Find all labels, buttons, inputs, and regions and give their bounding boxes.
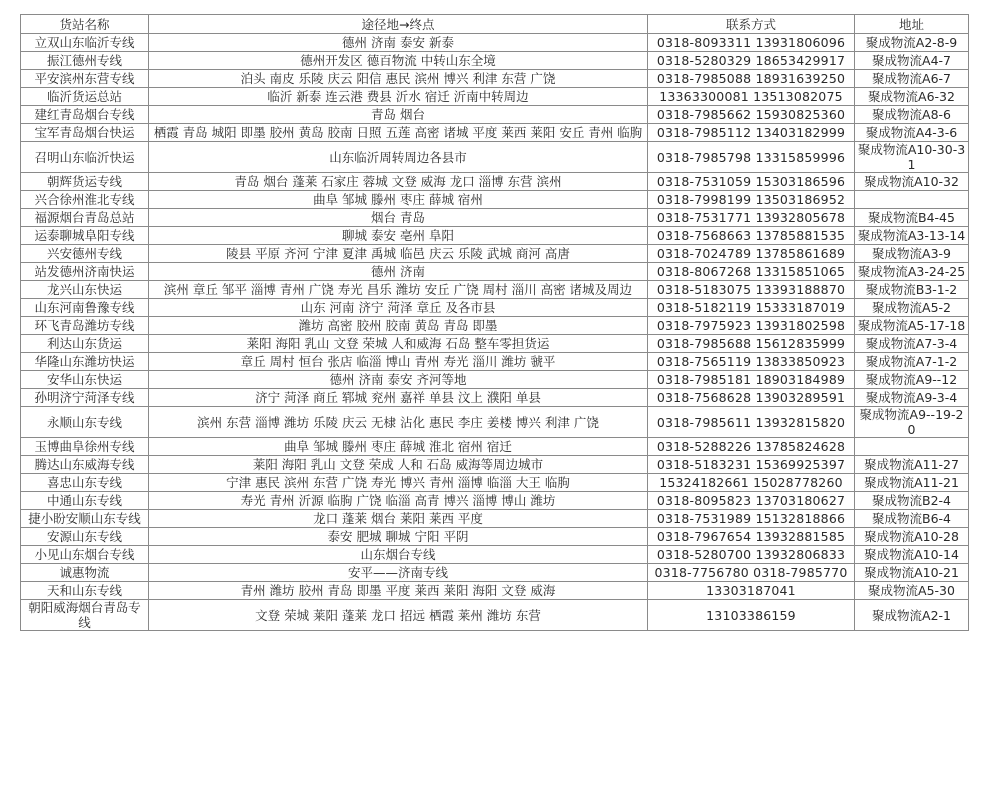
station-name-cell: 建红青岛烟台专线 xyxy=(21,106,149,124)
contact-cell: 0318-8067268 13315851065 xyxy=(648,263,855,281)
route-cell: 龙口 蓬莱 烟台 莱阳 莱西 平度 xyxy=(149,510,648,528)
station-name-cell: 喜忠山东专线 xyxy=(21,474,149,492)
table-row xyxy=(21,191,969,209)
table-row xyxy=(21,456,969,474)
station-name-cell: 中通山东专线 xyxy=(21,492,149,510)
table-row xyxy=(21,546,969,564)
station-name-cell: 小见山东烟台专线 xyxy=(21,546,149,564)
station-name-cell: 诚惠物流 xyxy=(21,564,149,582)
table-row xyxy=(21,209,969,227)
table-row xyxy=(21,70,969,88)
contact-cell: 13103386159 xyxy=(648,600,855,631)
table-row xyxy=(21,34,969,52)
route-cell: 青岛 烟台 蓬莱 石家庄 蓉城 文登 威海 龙口 淄博 东营 滨州 xyxy=(149,173,648,191)
route-cell: 山东烟台专线 xyxy=(149,546,648,564)
address-cell: 聚成物流B6-4 xyxy=(855,510,969,528)
address-cell: 聚成物流A3-13-14 xyxy=(855,227,969,245)
table-row xyxy=(21,407,969,438)
header-address: 地址 xyxy=(855,15,969,34)
route-cell: 潍坊 高密 胶州 胶南 黄岛 青岛 即墨 xyxy=(149,317,648,335)
header-row xyxy=(21,15,969,34)
table-row xyxy=(21,106,969,124)
route-cell: 寿光 青州 沂源 临朐 广饶 临淄 高青 博兴 淄博 博山 潍坊 xyxy=(149,492,648,510)
station-name-cell: 站发德州济南快运 xyxy=(21,263,149,281)
station-name-cell: 福源烟台青岛总站 xyxy=(21,209,149,227)
table-row xyxy=(21,371,969,389)
contact-cell: 0318-7568663 13785881535 xyxy=(648,227,855,245)
address-cell: 聚成物流A10-14 xyxy=(855,546,969,564)
contact-cell: 0318-7985181 18903184989 xyxy=(648,371,855,389)
address-cell: 聚成物流A10-32 xyxy=(855,173,969,191)
contact-cell: 0318-7565119 13833850923 xyxy=(648,353,855,371)
address-cell: 聚成物流A4-7 xyxy=(855,52,969,70)
address-cell: 聚成物流A6-7 xyxy=(855,70,969,88)
page xyxy=(20,14,969,631)
contact-cell: 0318-8095823 13703180627 xyxy=(648,492,855,510)
station-name-cell: 永顺山东专线 xyxy=(21,407,149,438)
address-cell: 聚成物流B2-4 xyxy=(855,492,969,510)
table-row xyxy=(21,88,969,106)
station-name-cell: 龙兴山东快运 xyxy=(21,281,149,299)
route-cell: 泰安 肥城 聊城 宁阳 平阴 xyxy=(149,528,648,546)
contact-cell: 0318-7985088 18931639250 xyxy=(648,70,855,88)
address-cell: 聚成物流A11-27 xyxy=(855,456,969,474)
route-cell: 泊头 南皮 乐陵 庆云 阳信 惠民 滨州 博兴 利津 东营 广饶 xyxy=(149,70,648,88)
table-row xyxy=(21,335,969,353)
address-cell: 聚成物流A3-9 xyxy=(855,245,969,263)
table-row xyxy=(21,474,969,492)
contact-cell: 0318-5183231 15369925397 xyxy=(648,456,855,474)
address-cell: 聚成物流B3-1-2 xyxy=(855,281,969,299)
route-cell: 临沂 新泰 连云港 费县 沂水 宿迁 沂南中转周边 xyxy=(149,88,648,106)
route-cell: 宁津 惠民 滨州 东营 广饶 寿光 博兴 青州 淄博 临淄 大王 临朐 xyxy=(149,474,648,492)
route-cell: 德州开发区 德百物流 中转山东全境 xyxy=(149,52,648,70)
contact-cell: 0318-7998199 13503186952 xyxy=(648,191,855,209)
route-cell: 德州 济南 xyxy=(149,263,648,281)
table-row xyxy=(21,299,969,317)
address-cell: 聚成物流A6-32 xyxy=(855,88,969,106)
contact-cell: 0318-7975923 13931802598 xyxy=(648,317,855,335)
address-cell: 聚成物流A5-2 xyxy=(855,299,969,317)
table-row xyxy=(21,600,969,631)
station-name-cell: 玉博曲阜徐州专线 xyxy=(21,438,149,456)
address-cell: 聚成物流A10-28 xyxy=(855,528,969,546)
table-row xyxy=(21,245,969,263)
table-row xyxy=(21,263,969,281)
address-cell: 聚成物流A2-1 xyxy=(855,600,969,631)
table-row xyxy=(21,142,969,173)
route-cell: 济宁 菏泽 商丘 郓城 兖州 嘉祥 单县 汶上 濮阳 单县 xyxy=(149,389,648,407)
table-row xyxy=(21,492,969,510)
contact-cell: 0318-7985112 13403182999 xyxy=(648,124,855,142)
route-cell: 安平——济南专线 xyxy=(149,564,648,582)
route-cell: 栖霞 青岛 城阳 即墨 胶州 黄岛 胶南 日照 五莲 高密 诸城 平度 莱西 莱阳 安丘 青州 临朐 xyxy=(149,124,648,142)
contact-cell: 0318-7985611 13932815820 xyxy=(648,407,855,438)
table-row xyxy=(21,564,969,582)
address-cell: 聚成物流A9--12 xyxy=(855,371,969,389)
contact-cell: 0318-5280700 13932806833 xyxy=(648,546,855,564)
station-name-cell: 捷小盼安顺山东专线 xyxy=(21,510,149,528)
station-name-cell: 立双山东临沂专线 xyxy=(21,34,149,52)
address-cell: 聚成物流A7-1-2 xyxy=(855,353,969,371)
station-name-cell: 安源山东专线 xyxy=(21,528,149,546)
route-cell: 滨州 章丘 邹平 淄博 青州 广饶 寿光 昌乐 潍坊 安丘 广饶 周村 淄川 高密 诸城及周边 xyxy=(149,281,648,299)
address-cell: 聚成物流A9-3-4 xyxy=(855,389,969,407)
table-row xyxy=(21,317,969,335)
table-row xyxy=(21,173,969,191)
contact-cell: 0318-7531059 15303186596 xyxy=(648,173,855,191)
table-row xyxy=(21,389,969,407)
table-header xyxy=(21,15,969,34)
table-row xyxy=(21,582,969,600)
address-cell xyxy=(855,438,969,456)
contact-cell: 13363300081 13513082075 xyxy=(648,88,855,106)
route-cell: 滨州 东营 淄博 潍坊 乐陵 庆云 无棣 沾化 惠民 李庄 姜楼 博兴 利津 广饶 xyxy=(149,407,648,438)
contact-cell: 0318-8093311 13931806096 xyxy=(648,34,855,52)
route-cell: 文登 荣城 莱阳 蓬莱 龙口 招远 栖霞 莱州 潍坊 东营 xyxy=(149,600,648,631)
header-contact: 联系方式 xyxy=(648,15,855,34)
contact-cell: 0318-7568628 13903289591 xyxy=(648,389,855,407)
station-name-cell: 天和山东专线 xyxy=(21,582,149,600)
station-name-cell: 振江德州专线 xyxy=(21,52,149,70)
contact-cell: 0318-5183075 13393188870 xyxy=(648,281,855,299)
station-name-cell: 朝阳威海烟台青岛专线 xyxy=(21,600,149,631)
route-cell: 曲阜 邹城 滕州 枣庄 薛城 宿州 xyxy=(149,191,648,209)
route-cell: 山东 河南 济宁 菏泽 章丘 及各市县 xyxy=(149,299,648,317)
address-cell: 聚成物流A3-24-25 xyxy=(855,263,969,281)
route-cell: 莱阳 海阳 乳山 文登 荣成 人和 石岛 威海等周边城市 xyxy=(149,456,648,474)
table-row xyxy=(21,227,969,245)
route-cell: 烟台 青岛 xyxy=(149,209,648,227)
station-name-cell: 华隆山东潍坊快运 xyxy=(21,353,149,371)
table-row xyxy=(21,438,969,456)
station-name-cell: 宝军青岛烟台快运 xyxy=(21,124,149,142)
contact-cell: 13303187041 xyxy=(648,582,855,600)
address-cell: 聚成物流A10-21 xyxy=(855,564,969,582)
header-station-name: 货站名称 xyxy=(21,15,149,34)
table-body xyxy=(21,34,969,631)
contact-cell: 0318-7756780 0318-7985770 xyxy=(648,564,855,582)
table-row xyxy=(21,528,969,546)
station-name-cell: 腾达山东威海专线 xyxy=(21,456,149,474)
route-cell: 章丘 周村 恒台 张店 临淄 博山 青州 寿光 淄川 潍坊 虢平 xyxy=(149,353,648,371)
route-cell: 山东临沂周转周边各县市 xyxy=(149,142,648,173)
address-cell: 聚成物流B4-45 xyxy=(855,209,969,227)
station-name-cell: 临沂货运总站 xyxy=(21,88,149,106)
station-name-cell: 召明山东临沂快运 xyxy=(21,142,149,173)
table-row xyxy=(21,124,969,142)
contact-cell: 0318-7985688 15612835999 xyxy=(648,335,855,353)
table-row xyxy=(21,52,969,70)
station-name-cell: 山东河南鲁豫专线 xyxy=(21,299,149,317)
station-name-cell: 平安滨州东营专线 xyxy=(21,70,149,88)
contact-cell: 0318-5288226 13785824628 xyxy=(648,438,855,456)
route-cell: 莱阳 海阳 乳山 文登 荣城 人和威海 石岛 整车零担货运 xyxy=(149,335,648,353)
table-row xyxy=(21,353,969,371)
route-cell: 德州 济南 泰安 新泰 xyxy=(149,34,648,52)
address-cell: 聚成物流A5-17-18 xyxy=(855,317,969,335)
address-cell: 聚成物流A4-3-6 xyxy=(855,124,969,142)
station-name-cell: 兴合徐州淮北专线 xyxy=(21,191,149,209)
route-cell: 陵县 平原 齐河 宁津 夏津 禹城 临邑 庆云 乐陵 武城 商河 高唐 xyxy=(149,245,648,263)
station-name-cell: 利达山东货运 xyxy=(21,335,149,353)
address-cell: 聚成物流A11-21 xyxy=(855,474,969,492)
contact-cell: 15324182661 15028778260 xyxy=(648,474,855,492)
contact-cell: 0318-7967654 13932881585 xyxy=(648,528,855,546)
contact-cell: 0318-7985662 15930825360 xyxy=(648,106,855,124)
contact-cell: 0318-5182119 15333187019 xyxy=(648,299,855,317)
address-cell: 聚成物流A7-3-4 xyxy=(855,335,969,353)
route-cell: 德州 济南 泰安 齐河等地 xyxy=(149,371,648,389)
table-row xyxy=(21,281,969,299)
route-cell: 聊城 泰安 亳州 阜阳 xyxy=(149,227,648,245)
table-row xyxy=(21,510,969,528)
station-name-cell: 兴安德州专线 xyxy=(21,245,149,263)
contact-cell: 0318-7531771 13932805678 xyxy=(648,209,855,227)
station-name-cell: 朝辉货运专线 xyxy=(21,173,149,191)
contact-cell: 0318-7024789 13785861689 xyxy=(648,245,855,263)
header-route: 途径地→终点 xyxy=(149,15,648,34)
contact-cell: 0318-7531989 15132818866 xyxy=(648,510,855,528)
freight-table xyxy=(20,14,969,631)
contact-cell: 0318-5280329 18653429917 xyxy=(648,52,855,70)
contact-cell: 0318-7985798 13315859996 xyxy=(648,142,855,173)
address-cell: 聚成物流A10-30-31 xyxy=(855,142,969,173)
address-cell: 聚成物流A9--19-20 xyxy=(855,407,969,438)
station-name-cell: 孙明济宁菏泽专线 xyxy=(21,389,149,407)
station-name-cell: 运泰聊城阜阳专线 xyxy=(21,227,149,245)
route-cell: 青州 潍坊 胶州 青岛 即墨 平度 莱西 莱阳 海阳 文登 威海 xyxy=(149,582,648,600)
address-cell: 聚成物流A5-30 xyxy=(855,582,969,600)
address-cell: 聚成物流A8-6 xyxy=(855,106,969,124)
route-cell: 曲阜 邹城 滕州 枣庄 薛城 淮北 宿州 宿迁 xyxy=(149,438,648,456)
station-name-cell: 安华山东快运 xyxy=(21,371,149,389)
route-cell: 青岛 烟台 xyxy=(149,106,648,124)
address-cell: 聚成物流A2-8-9 xyxy=(855,34,969,52)
address-cell xyxy=(855,191,969,209)
station-name-cell: 环飞青岛潍坊专线 xyxy=(21,317,149,335)
